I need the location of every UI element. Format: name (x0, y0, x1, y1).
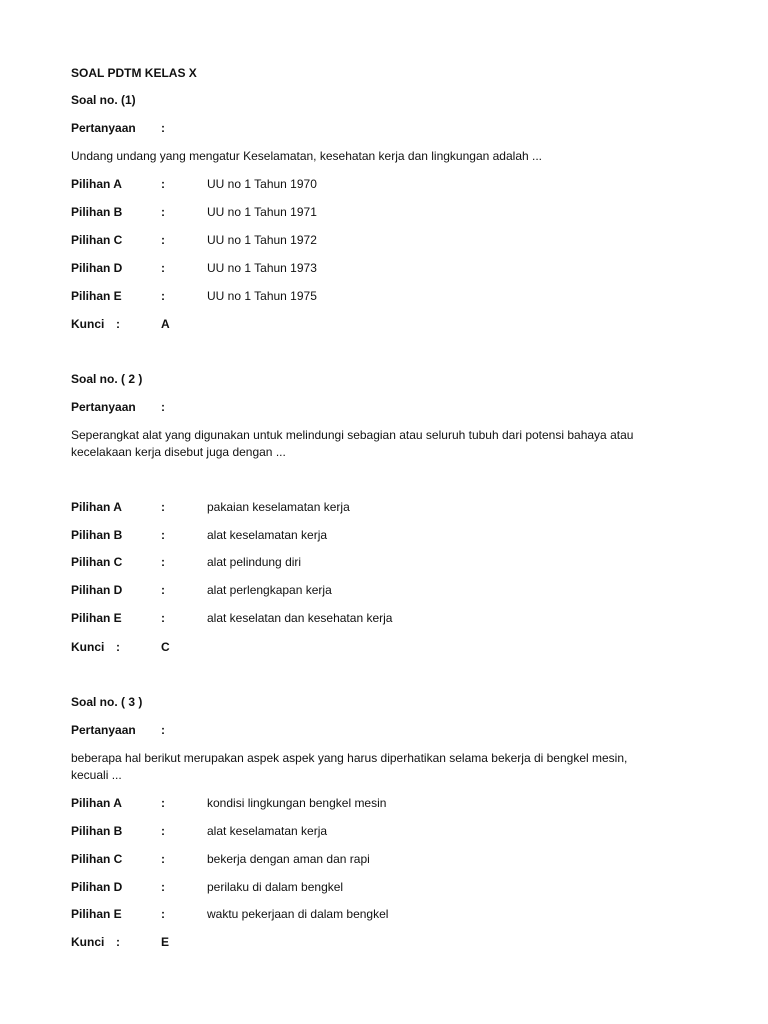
colon: : (161, 121, 165, 135)
kunci-label: Kunci (71, 317, 105, 331)
question-1-option-b (71, 204, 317, 220)
option-value: alat keselatan dan kesehatan kerja (207, 611, 393, 625)
question-1-answer-row (71, 316, 170, 332)
option-value: UU no 1 Tahun 1975 (207, 289, 317, 303)
question-3-option-a (71, 795, 386, 811)
question-1-label-row (71, 120, 165, 136)
option-value: pakaian keselamatan kerja (207, 500, 350, 514)
option-label: Pilihan D (71, 583, 123, 597)
option-label: Pilihan D (71, 880, 123, 894)
question-1-option-e (71, 288, 317, 304)
question-2-option-e (71, 610, 392, 626)
option-value: alat keselamatan kerja (207, 528, 328, 542)
question-1-option-c (71, 232, 317, 248)
option-value: UU no 1 Tahun 1972 (207, 233, 317, 247)
document-title: SOAL PDTM KELAS X (71, 66, 197, 80)
question-2-option-a (71, 499, 350, 515)
question-3-option-d (71, 879, 343, 895)
question-3-label-row (71, 722, 165, 738)
option-label: Pilihan A (71, 796, 122, 810)
option-value: kondisi lingkungan bengkel mesin (207, 796, 387, 810)
colon: : (161, 555, 165, 569)
question-label: Pertanyaan (71, 400, 136, 414)
question-label: Pertanyaan (71, 723, 136, 737)
option-label: Pilihan A (71, 177, 122, 191)
question-2-option-c (71, 554, 301, 570)
kunci-label: Kunci (71, 935, 105, 949)
option-label: Pilihan E (71, 611, 122, 625)
option-value: waktu pekerjaan di dalam bengkel (207, 907, 389, 921)
colon: : (116, 317, 120, 331)
question-1-option-a (71, 176, 317, 192)
question-2-option-b (71, 527, 327, 543)
question-label: Pertanyaan (71, 121, 136, 135)
question-3-number: Soal no. ( 3 ) (71, 695, 143, 709)
option-label: Pilihan C (71, 233, 123, 247)
option-value: UU no 1 Tahun 1973 (207, 261, 317, 275)
option-value: perilaku di dalam bengkel (207, 880, 344, 894)
colon: : (161, 723, 165, 737)
colon: : (161, 528, 165, 542)
option-label: Pilihan C (71, 852, 123, 866)
option-label: Pilihan B (71, 824, 123, 838)
question-2-answer-row (71, 639, 170, 655)
colon: : (116, 935, 120, 949)
colon: : (161, 261, 165, 275)
colon: : (161, 880, 165, 894)
question-3-text-line-2: kecuali ... (71, 768, 122, 782)
colon: : (161, 824, 165, 838)
colon: : (161, 205, 165, 219)
colon: : (161, 907, 165, 921)
answer-key: A (161, 317, 170, 331)
question-3-answer-row (71, 934, 169, 950)
question-2-number: Soal no. ( 2 ) (71, 372, 143, 386)
option-value: UU no 1 Tahun 1970 (207, 177, 317, 191)
answer-key: E (161, 935, 170, 949)
option-label: Pilihan A (71, 500, 122, 514)
option-value: UU no 1 Tahun 1971 (207, 205, 317, 219)
option-label: Pilihan C (71, 555, 123, 569)
option-label: Pilihan B (71, 528, 123, 542)
option-label: Pilihan B (71, 205, 123, 219)
question-2-option-d (71, 582, 332, 598)
colon: : (161, 233, 165, 247)
colon: : (161, 500, 165, 514)
colon: : (161, 611, 165, 625)
option-value: alat pelindung diri (207, 555, 302, 569)
colon: : (161, 583, 165, 597)
colon: : (116, 640, 120, 654)
colon: : (161, 400, 165, 414)
option-value: alat perlengkapan kerja (207, 583, 332, 597)
question-3-option-c (71, 851, 370, 867)
option-value: bekerja dengan aman dan rapi (207, 852, 370, 866)
question-1-number: Soal no. (1) (71, 93, 136, 107)
colon: : (161, 289, 165, 303)
question-3-option-b (71, 823, 327, 839)
question-2-label-row (71, 399, 165, 415)
question-2-text-line-2: kecelakaan kerja disebut juga dengan ... (71, 445, 286, 459)
colon: : (161, 852, 165, 866)
answer-key: C (161, 640, 170, 654)
option-label: Pilihan E (71, 289, 122, 303)
question-3-text-line-1: beberapa hal berikut merupakan aspek aspek yang harus diperhatikan selama bekerja di bengkel mesin, (71, 751, 628, 765)
question-2-text-line-1: Seperangkat alat yang digunakan untuk melindungi sebagian atau seluruh tubuh dari potensi bahaya atau (71, 428, 634, 442)
colon: : (161, 796, 165, 810)
option-value: alat keselamatan kerja (207, 824, 328, 838)
question-3-option-e (71, 906, 388, 922)
option-label: Pilihan E (71, 907, 122, 921)
question-1-option-d (71, 260, 317, 276)
question-1-text: Undang undang yang mengatur Keselamatan, kesehatan kerja dan lingkungan adalah ... (71, 149, 543, 163)
kunci-label: Kunci (71, 640, 105, 654)
option-label: Pilihan D (71, 261, 123, 275)
colon: : (161, 177, 165, 191)
